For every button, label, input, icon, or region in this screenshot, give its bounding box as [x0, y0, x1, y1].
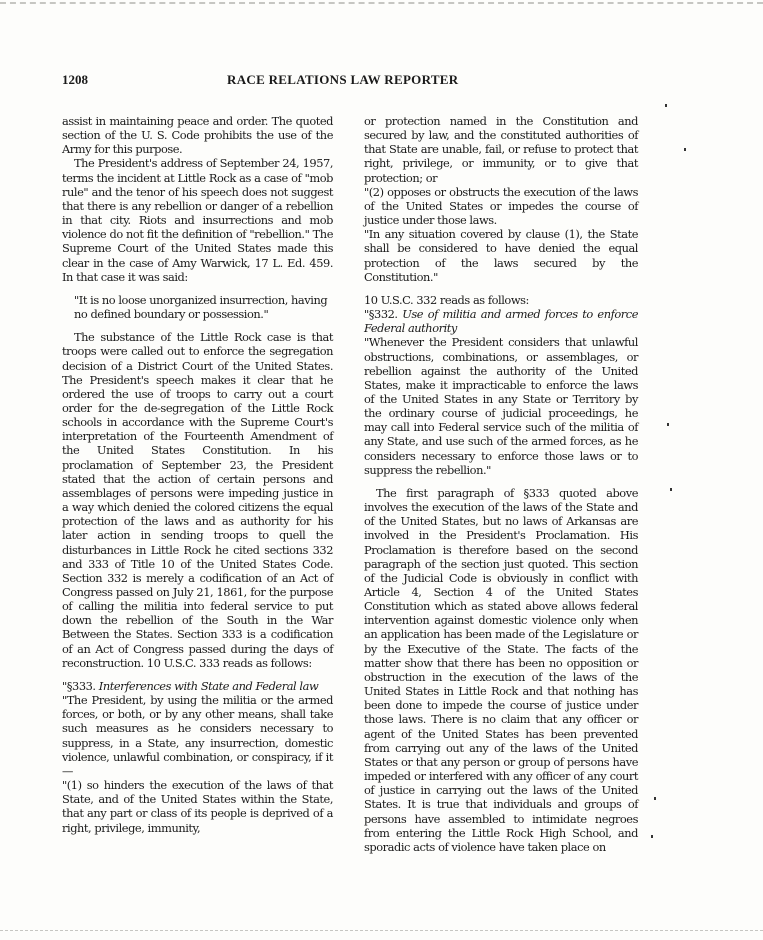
statute-text: "The President, by using the militia or the armed forces, or both, or by any other means, shall take such measures as he considers necessary to suppress, in a State, any insurrection, domestic violence, unlawful combination, or conspiracy, if it—: [62, 693, 333, 778]
right-column: [364, 114, 638, 854]
scan-edge-bottom: [0, 930, 763, 935]
page-number: 1208: [62, 72, 88, 87]
running-head: RACE RELATIONS LAW REPORTER: [227, 72, 459, 87]
statute-heading: "§333. Interferences with State and Federal law: [62, 678, 319, 693]
statute-text: or protection named in the Constitution and secured by law, and the constituted authorities of that State are unable, fail, or refuse to protect that right, privilege, or immunity, or to give that protection; or: [364, 114, 638, 185]
paragraph: The substance of the Little Rock case is that troops were called out to enforce the segregation decision of a District Court of the United States. The President's speech makes it clear that he ordered the use of troops to carry out a court order for the de-segregation of the Little Rock schools in accordance with the Supreme Court's interpretation of the Fourteenth Amendment of the United States Constitution. In his proclamation of September 23, the President stated that the action of certain persons and assemblages of persons were impeding justice in a way which denied the colored citizens the equal protection of the laws and as authority for his later action in sending troops to quell the disturbances in Little Rock he cited sections 332 and 333 of Title 10 of the United States Code. Section 332 is merely a codification of an Act of Congress passed on July 21, 1861, for the purpose of calling the militia into federal service to put down the rebellion of the South in the War Between the States. Section 333 is a codification of an Act of Congress passed during the days of reconstruction. 10 U.S.C. 333 reads as follows:: [62, 330, 333, 670]
block-quote: [62, 293, 333, 321]
paragraph: 10 U.S.C. 332 reads as follows:: [364, 292, 529, 307]
statute-block: [364, 307, 638, 477]
paragraph: The first paragraph of §333 quoted above involves the execution of the laws of the State and of the United States, but no laws of Arkansas are involved in the President's Proclamation. His Proclamation is therefore based on the second paragraph of the section just quoted. This section of the Judicial Code is obviously in conflict with Article 4, Section 4 of the United States Constitution which as stated above allows federal intervention against domestic violence only when an application has been made of the Legislature or by the Executive of the State. The facts of the matter show that there has been no opposition or obstruction in the execution of the laws of the United States in Little Rock and that nothing has been done to impede the course of justice under those laws. There is no claim that any officer or agent of the United States has been prevented from carrying out any of the laws of the United States or that any person or group of persons have impeded or interfered with any officer of any court of justice in carrying out the laws of the United States. It is true that individuals and groups of persons have assembled to intimidate negroes from entering the Little Rock High School, and sporadic acts of violence have taken place on: [364, 485, 638, 854]
paragraph: The President's address of September 24, 1957, terms the incident at Little Rock as a case of "mob rule" and the tenor of his speech does not suggest that there is any rebellion or danger of a rebellion in that city. Riots and insurrections and mob violence do not fit the definition of "rebellion." The Supreme Court of the United States made this clear in the case of Amy Warwick, 17 L. Ed. 459. In that case it was said:: [62, 156, 333, 284]
scan-speck: [670, 488, 672, 491]
statute-text: "In any situation covered by clause (1), the State shall be considered to have denied the equal protection of the laws secured by the Constitution.": [364, 227, 638, 284]
statute-block: [62, 679, 333, 835]
paragraph: assist in maintaining peace and order. The quoted section of the U. S. Code prohibits the use of the Army for this purpose.: [62, 114, 333, 157]
scan-speck: [665, 104, 667, 107]
quote-text: "It is no loose unorganized insurrection, having no defined boundary or possession.": [74, 292, 328, 322]
statute-text: "Whenever the President considers that unlawful obstructions, combinations, or assemblages, or rebellion against the authority of the United States, make it impracticable to enforce the laws of the United States in any State or Territory by the ordinary course of judicial proceedings, he may call into Federal service such of the militia of any State, and use such of the armed forces, as he considers necessary to enforce those laws or to suppress the rebellion.": [364, 335, 638, 477]
statute-text: "(2) opposes or obstructs the execution of the laws of the United States or impedes the course of justice under those laws.: [364, 184, 638, 228]
scan-speck: [684, 148, 686, 151]
statute-block: [364, 114, 638, 284]
left-column: [62, 114, 333, 835]
scan-speck: [651, 835, 653, 838]
statute-text: "(1) so hinders the execution of the laws of that State, and of the United States within the State, that any part or class of its people is deprived of a right, privilege, immunity,: [62, 778, 333, 835]
scan-speck: [654, 797, 656, 800]
statute-heading: "§332. Use of militia and armed forces to enforce Federal authority: [364, 307, 638, 336]
scan-speck: [667, 423, 669, 426]
scan-edge-top: [0, 2, 763, 10]
